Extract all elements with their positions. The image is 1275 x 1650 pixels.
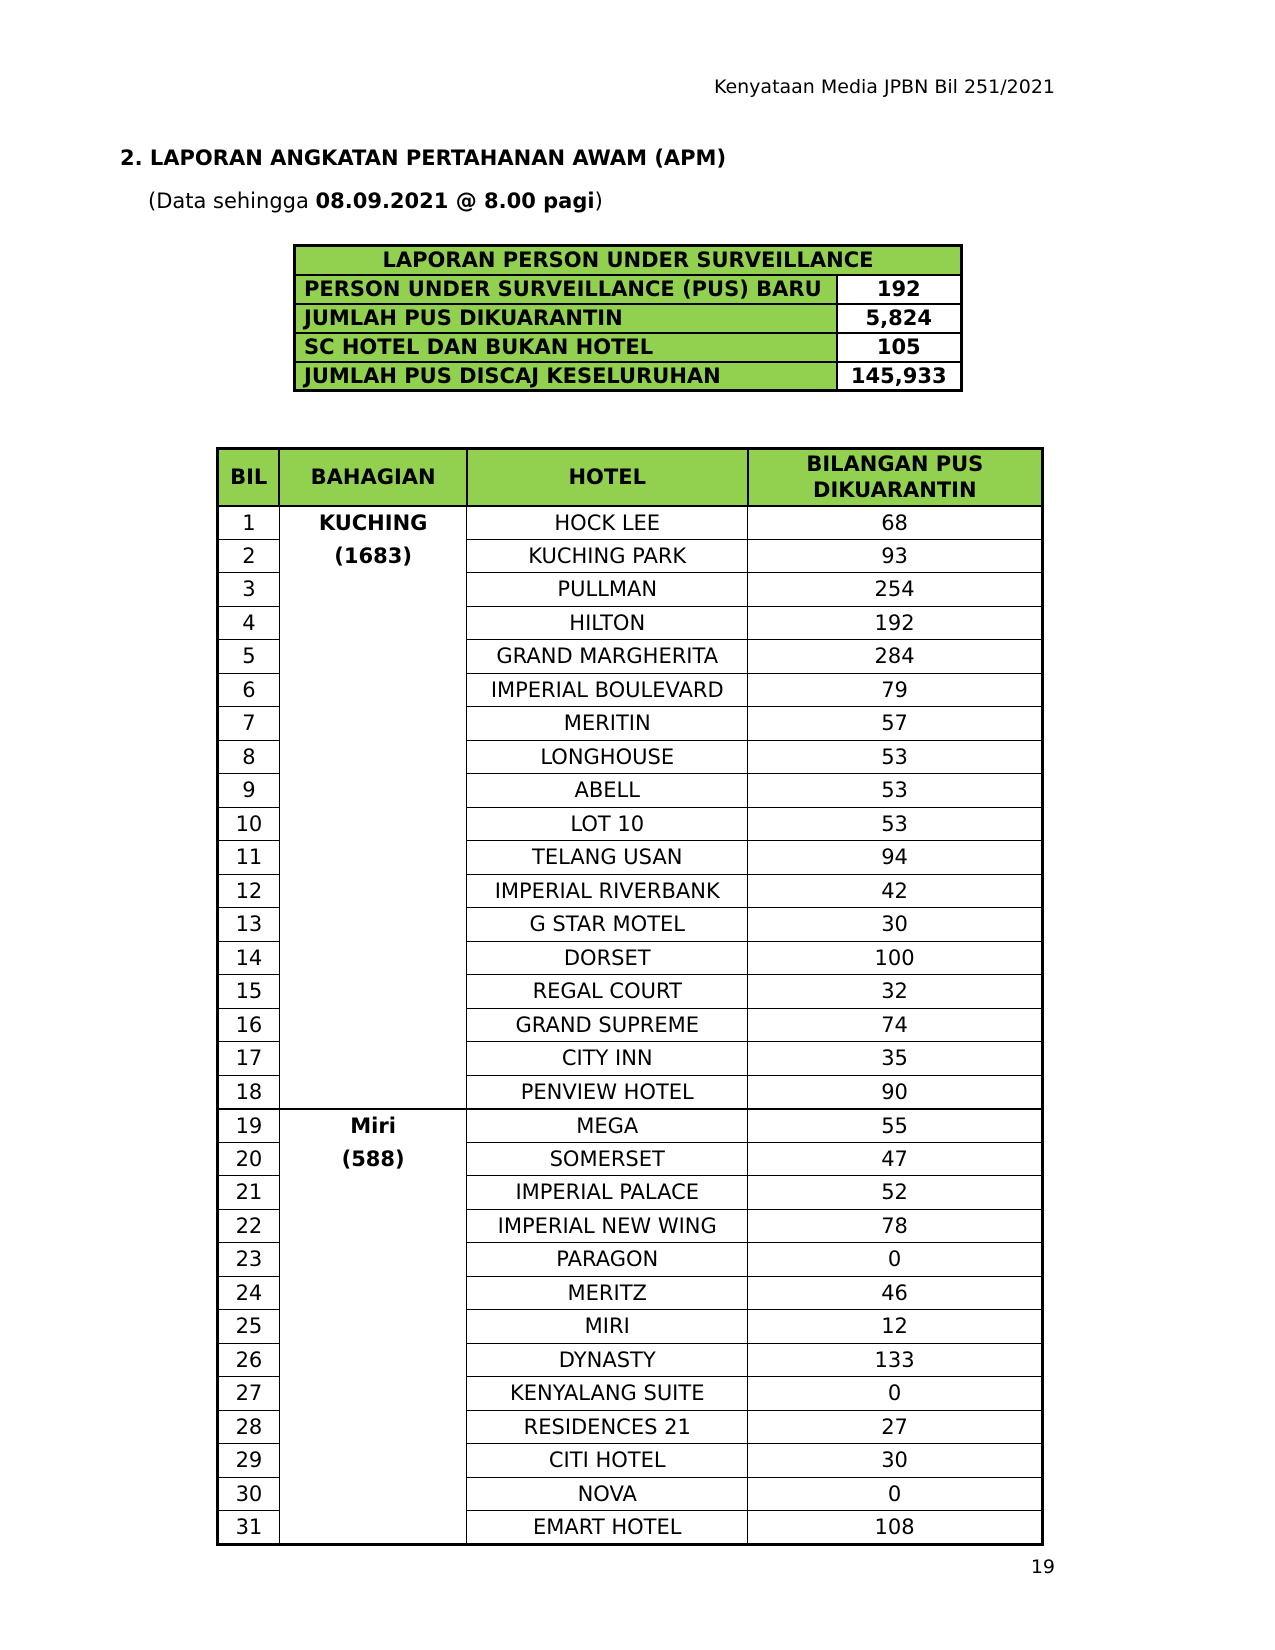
row-bil: 4: [218, 606, 280, 640]
row-bil: 28: [218, 1410, 280, 1444]
row-pus-count: 133: [748, 1343, 1043, 1377]
row-hotel: PARAGON: [467, 1243, 748, 1277]
row-bil: 5: [218, 640, 280, 674]
row-hotel: LONGHOUSE: [467, 740, 748, 774]
row-hotel: IMPERIAL RIVERBANK: [467, 874, 748, 908]
header-bilangan-pus: BILANGAN PUS DIKUARANTIN: [748, 449, 1043, 506]
row-hotel: IMPERIAL NEW WING: [467, 1209, 748, 1243]
summary-title: LAPORAN PERSON UNDER SURVEILLANCE: [295, 246, 962, 275]
hotel-quarantine-table: [216, 447, 1044, 1546]
row-pus-count: 254: [748, 573, 1043, 607]
row-pus-count: 0: [748, 1377, 1043, 1411]
pus-summary-table: [293, 244, 963, 392]
row-bil: 8: [218, 740, 280, 774]
row-hotel: PENVIEW HOTEL: [467, 1075, 748, 1109]
row-hotel: MERITIN: [467, 707, 748, 741]
row-pus-count: 30: [748, 908, 1043, 942]
row-hotel: G STAR MOTEL: [467, 908, 748, 942]
row-hotel: IMPERIAL PALACE: [467, 1176, 748, 1210]
row-pus-count: 53: [748, 807, 1043, 841]
row-pus-count: 108: [748, 1511, 1043, 1545]
row-pus-count: 78: [748, 1209, 1043, 1243]
row-bil: 18: [218, 1075, 280, 1109]
region-total: (1683): [334, 543, 412, 568]
row-pus-count: 90: [748, 1075, 1043, 1109]
row-bil: 26: [218, 1343, 280, 1377]
table-header-row: [218, 449, 1043, 506]
row-hotel: TELANG USAN: [467, 841, 748, 875]
row-bil: 9: [218, 774, 280, 808]
row-pus-count: 79: [748, 673, 1043, 707]
row-pus-count: 93: [748, 539, 1043, 573]
row-pus-count: 35: [748, 1042, 1043, 1076]
row-pus-count: 94: [748, 841, 1043, 875]
row-pus-count: 55: [748, 1109, 1043, 1143]
row-hotel: KUCHING PARK: [467, 539, 748, 573]
row-bil: 29: [218, 1444, 280, 1478]
row-bil: 24: [218, 1276, 280, 1310]
summary-row: [295, 362, 962, 391]
data-note-prefix: (Data sehingga: [148, 189, 316, 213]
row-hotel: NOVA: [467, 1477, 748, 1511]
row-bil: 21: [218, 1176, 280, 1210]
table-row: [218, 1109, 1043, 1143]
row-hotel: DORSET: [467, 941, 748, 975]
header-bil: BIL: [218, 449, 280, 506]
summary-value: 105: [837, 333, 962, 362]
page-number: 19: [1030, 1556, 1055, 1578]
row-bil: 3: [218, 573, 280, 607]
row-hotel: CITI HOTEL: [467, 1444, 748, 1478]
row-hotel: LOT 10: [467, 807, 748, 841]
row-pus-count: 0: [748, 1243, 1043, 1277]
row-bil: 23: [218, 1243, 280, 1277]
region-total: (588): [341, 1146, 405, 1171]
row-pus-count: 47: [748, 1142, 1043, 1176]
region-cell: [279, 1109, 467, 1545]
row-hotel: HOCK LEE: [467, 506, 748, 540]
row-pus-count: 57: [748, 707, 1043, 741]
section-title: 2. LAPORAN ANGKATAN PERTAHANAN AWAM (APM): [120, 146, 727, 170]
row-bil: 20: [218, 1142, 280, 1176]
summary-value: 5,824: [837, 304, 962, 333]
summary-title-row: [295, 246, 962, 275]
row-hotel: SOMERSET: [467, 1142, 748, 1176]
row-hotel: MIRI: [467, 1310, 748, 1344]
summary-value: 192: [837, 275, 962, 304]
row-hotel: GRAND MARGHERITA: [467, 640, 748, 674]
row-hotel: CITY INN: [467, 1042, 748, 1076]
row-bil: 12: [218, 874, 280, 908]
row-pus-count: 0: [748, 1477, 1043, 1511]
summary-value: 145,933: [837, 362, 962, 391]
row-bil: 17: [218, 1042, 280, 1076]
row-hotel: IMPERIAL BOULEVARD: [467, 673, 748, 707]
row-hotel: PULLMAN: [467, 573, 748, 607]
region-name: Miri: [350, 1113, 396, 1138]
row-pus-count: 53: [748, 740, 1043, 774]
row-bil: 31: [218, 1511, 280, 1545]
row-hotel: GRAND SUPREME: [467, 1008, 748, 1042]
row-bil: 14: [218, 941, 280, 975]
row-hotel: DYNASTY: [467, 1343, 748, 1377]
row-hotel: MERITZ: [467, 1276, 748, 1310]
row-hotel: HILTON: [467, 606, 748, 640]
row-bil: 1: [218, 506, 280, 540]
data-date-note: [148, 189, 603, 213]
row-hotel: KENYALANG SUITE: [467, 1377, 748, 1411]
row-bil: 11: [218, 841, 280, 875]
row-bil: 2: [218, 539, 280, 573]
row-bil: 27: [218, 1377, 280, 1411]
row-hotel: RESIDENCES 21: [467, 1410, 748, 1444]
row-pus-count: 30: [748, 1444, 1043, 1478]
row-bil: 30: [218, 1477, 280, 1511]
row-bil: 25: [218, 1310, 280, 1344]
row-hotel: MEGA: [467, 1109, 748, 1143]
row-pus-count: 27: [748, 1410, 1043, 1444]
data-note-suffix: ): [594, 189, 603, 213]
row-bil: 22: [218, 1209, 280, 1243]
row-pus-count: 52: [748, 1176, 1043, 1210]
row-pus-count: 53: [748, 774, 1043, 808]
summary-row: [295, 304, 962, 333]
summary-row: [295, 333, 962, 362]
header-bahagian: BAHAGIAN: [279, 449, 467, 506]
row-pus-count: 46: [748, 1276, 1043, 1310]
row-hotel: EMART HOTEL: [467, 1511, 748, 1545]
row-bil: 10: [218, 807, 280, 841]
table-row: [218, 506, 1043, 540]
row-bil: 19: [218, 1109, 280, 1143]
row-bil: 15: [218, 975, 280, 1009]
summary-row: [295, 275, 962, 304]
summary-label: PERSON UNDER SURVEILLANCE (PUS) BARU: [295, 275, 837, 304]
row-pus-count: 42: [748, 874, 1043, 908]
row-pus-count: 32: [748, 975, 1043, 1009]
header-hotel: HOTEL: [467, 449, 748, 506]
row-pus-count: 100: [748, 941, 1043, 975]
summary-label: JUMLAH PUS DISCAJ KESELURUHAN: [295, 362, 837, 391]
document-reference: Kenyataan Media JPBN Bil 251/2021: [713, 76, 1055, 98]
row-pus-count: 192: [748, 606, 1043, 640]
region-name: KUCHING: [318, 510, 428, 535]
row-hotel: REGAL COURT: [467, 975, 748, 1009]
row-pus-count: 68: [748, 506, 1043, 540]
row-bil: 7: [218, 707, 280, 741]
summary-label: SC HOTEL DAN BUKAN HOTEL: [295, 333, 837, 362]
data-note-date: 08.09.2021 @ 8.00 pagi: [315, 189, 595, 213]
summary-label: JUMLAH PUS DIKUARANTIN: [295, 304, 837, 333]
row-pus-count: 12: [748, 1310, 1043, 1344]
row-pus-count: 284: [748, 640, 1043, 674]
row-pus-count: 74: [748, 1008, 1043, 1042]
row-hotel: ABELL: [467, 774, 748, 808]
row-bil: 13: [218, 908, 280, 942]
row-bil: 16: [218, 1008, 280, 1042]
region-cell: [279, 506, 467, 1109]
row-bil: 6: [218, 673, 280, 707]
